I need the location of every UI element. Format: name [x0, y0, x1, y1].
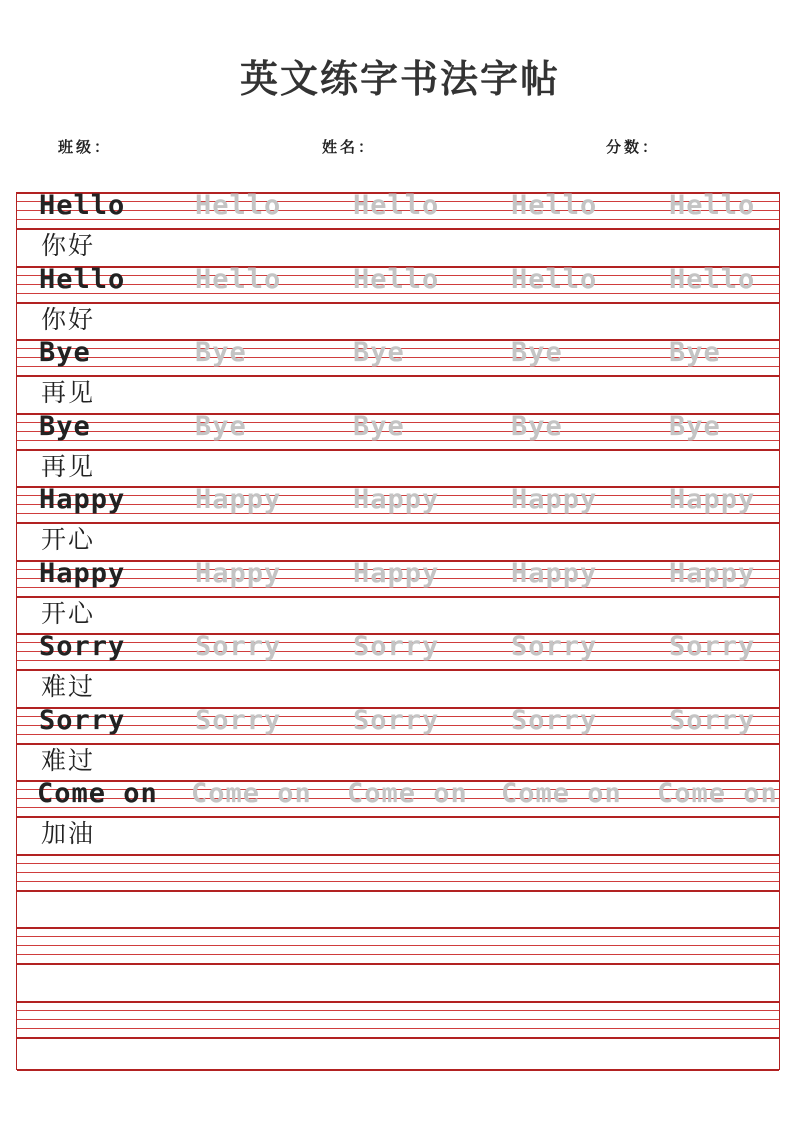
guide-line — [17, 881, 779, 882]
guide-line — [17, 743, 779, 745]
guide-line — [17, 872, 779, 873]
practice-sheet — [16, 192, 780, 1070]
guide-line — [17, 669, 779, 671]
guide-line — [17, 228, 779, 230]
trace-word: Bye — [669, 410, 721, 442]
chinese-meaning: 开心 — [41, 598, 96, 628]
chinese-meaning: 开心 — [41, 525, 96, 554]
chinese-meaning: 你好 — [41, 304, 96, 334]
model-word: Hello — [39, 263, 126, 295]
chinese-meaning: 难过 — [41, 672, 96, 701]
trace-word: Happy — [195, 484, 282, 515]
writing-band — [17, 263, 779, 303]
guide-line — [17, 854, 779, 856]
trace-word: Come on — [347, 778, 468, 809]
score-label: 分数： — [606, 138, 661, 156]
trace-word: Happy — [669, 557, 756, 589]
trace-word: Happy — [353, 484, 440, 515]
guide-line — [17, 1028, 779, 1029]
model-word: Come on — [37, 778, 158, 809]
model-word: Happy — [39, 484, 126, 515]
model-word: Sorry — [39, 631, 126, 662]
empty-writing-band — [17, 1001, 779, 1038]
model-word: Sorry — [39, 704, 126, 736]
trace-word: Hello — [195, 190, 282, 221]
chinese-meaning: 你好 — [41, 231, 96, 260]
trace-word: Happy — [195, 557, 282, 589]
model-word: Bye — [39, 337, 91, 368]
writing-band — [17, 410, 779, 450]
trace-word: Sorry — [195, 631, 282, 662]
trace-word: Hello — [669, 190, 756, 221]
trace-word: Sorry — [353, 704, 440, 736]
guide-line — [17, 927, 779, 929]
guide-line — [17, 954, 779, 955]
chinese-meaning: 加油 — [41, 819, 96, 848]
guide-line — [17, 375, 779, 377]
guide-line — [17, 449, 779, 451]
trace-word: Bye — [511, 410, 563, 442]
trace-word: Sorry — [669, 631, 756, 662]
writing-band — [17, 192, 779, 229]
chinese-meaning: 再见 — [41, 451, 96, 481]
trace-word: Sorry — [195, 704, 282, 736]
guide-line — [17, 1001, 779, 1003]
guide-line — [17, 816, 779, 818]
trace-word: Bye — [353, 337, 405, 368]
trace-word: Sorry — [669, 704, 756, 736]
writing-band — [17, 633, 779, 670]
trace-word: Come on — [501, 778, 622, 809]
trace-word: Sorry — [511, 704, 598, 736]
trace-word: Hello — [353, 190, 440, 221]
model-word: Hello — [39, 190, 126, 221]
trace-word: Hello — [669, 263, 756, 295]
trace-word: Hello — [511, 263, 598, 295]
empty-writing-band — [17, 854, 779, 891]
guide-line — [17, 596, 779, 598]
writing-band — [17, 486, 779, 523]
sheet-bottom-border — [17, 1069, 779, 1071]
trace-word: Hello — [195, 263, 282, 295]
trace-word: Bye — [511, 337, 563, 368]
empty-writing-band — [17, 927, 779, 964]
model-word: Bye — [39, 410, 91, 442]
guide-line — [17, 1037, 779, 1039]
chinese-meaning: 难过 — [41, 745, 96, 775]
guide-line — [17, 522, 779, 524]
writing-band — [17, 557, 779, 597]
trace-word: Happy — [669, 484, 756, 515]
chinese-meaning: 再见 — [41, 378, 96, 407]
trace-word: Hello — [353, 263, 440, 295]
guide-line — [17, 302, 779, 304]
trace-word: Happy — [353, 557, 440, 589]
class-label: 班级： — [58, 138, 113, 156]
writing-band — [17, 339, 779, 376]
guide-line — [17, 945, 779, 946]
name-label: 姓名： — [322, 138, 377, 156]
writing-band — [17, 704, 779, 744]
guide-line — [17, 890, 779, 892]
writing-band — [17, 780, 779, 817]
model-word: Happy — [39, 557, 126, 589]
guide-line — [17, 963, 779, 965]
trace-word: Bye — [353, 410, 405, 442]
guide-line — [17, 863, 779, 864]
trace-word: Sorry — [511, 631, 598, 662]
guide-line — [17, 1019, 779, 1020]
guide-line — [17, 1010, 779, 1011]
trace-word: Come on — [657, 778, 778, 809]
guide-line — [17, 936, 779, 937]
trace-word: Bye — [195, 337, 247, 368]
trace-word: Hello — [511, 190, 598, 221]
trace-word: Bye — [669, 337, 721, 368]
trace-word: Happy — [511, 484, 598, 515]
trace-word: Happy — [511, 557, 598, 589]
trace-word: Come on — [191, 778, 312, 809]
trace-word: Sorry — [353, 631, 440, 662]
page-title: 英文练字书法字帖 — [239, 57, 560, 101]
trace-word: Bye — [195, 410, 247, 442]
